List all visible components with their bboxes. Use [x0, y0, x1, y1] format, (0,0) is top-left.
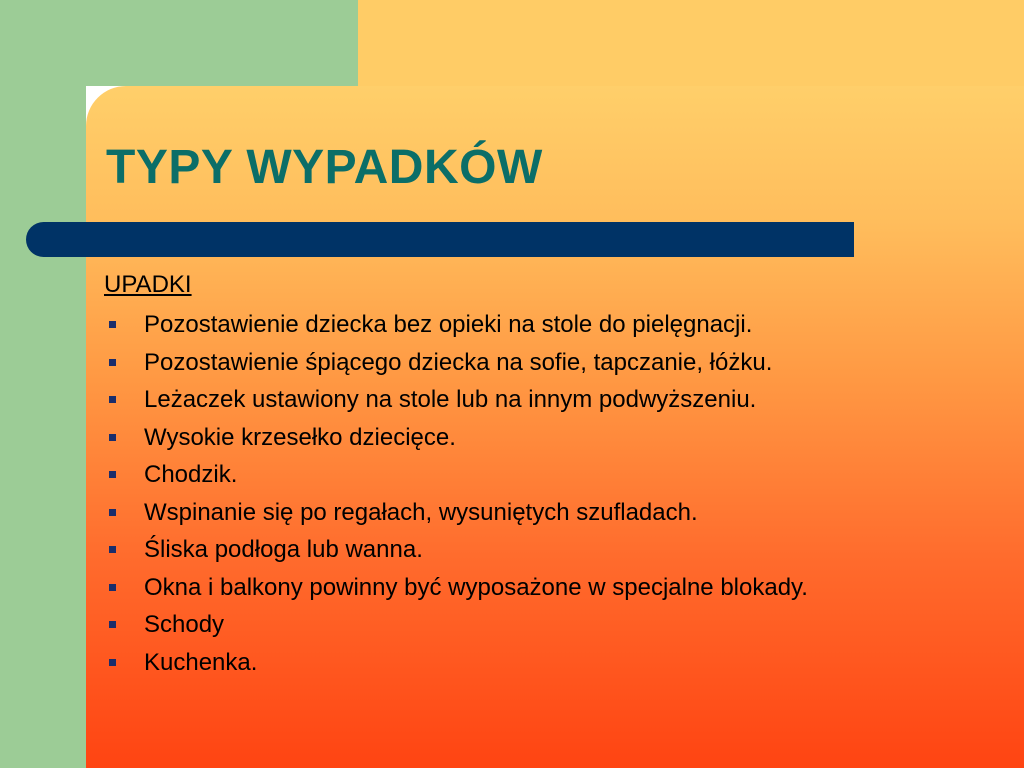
list-item-text: Śliska podłoga lub wanna. [144, 536, 423, 563]
square-bullet-icon [109, 396, 116, 403]
section-heading: UPADKI [104, 271, 192, 298]
square-bullet-icon [109, 471, 116, 478]
list-item-text: Chodzik. [144, 461, 238, 488]
list-item-text: Pozostawienie dziecka bez opieki na stole do pielęgnacji. [144, 311, 753, 338]
list-item-text: Schody [144, 611, 225, 638]
list-item-text: Pozostawienie śpiącego dziecka na sofie, tapczanie, łóżku. [144, 348, 773, 376]
list-item [104, 419, 984, 457]
list-item [104, 606, 984, 644]
square-bullet-icon [109, 584, 116, 591]
square-bullet-icon [109, 509, 116, 516]
square-bullet-icon [109, 321, 116, 328]
list-item [104, 306, 984, 344]
slide-title: TYPY WYPADKÓW [106, 141, 543, 194]
list-item-text: Okna i balkony powinny być wyposażone w specjalne blokady. [144, 573, 808, 601]
list-item [104, 569, 984, 607]
square-bullet-icon [109, 546, 116, 553]
list-item [104, 381, 984, 419]
list-item [104, 531, 984, 569]
square-bullet-icon [109, 659, 116, 666]
list-item [104, 644, 984, 682]
bullet-list [104, 306, 984, 681]
title-underline-bar [26, 222, 854, 257]
list-item-text: Wysokie krzesełko dziecięce. [144, 423, 456, 451]
background-left-green-strip [0, 0, 86, 768]
list-item-text: Kuchenka. [144, 648, 258, 676]
list-item [104, 494, 984, 532]
square-bullet-icon [109, 621, 116, 628]
list-item-text: Wspinanie się po regałach, wysuniętych szufladach. [144, 498, 698, 526]
list-item [104, 344, 984, 382]
square-bullet-icon [109, 434, 116, 441]
square-bullet-icon [109, 359, 116, 366]
background-top-yellow-panel [358, 0, 1024, 86]
list-item-text: Leżaczek ustawiony na stole lub na innym podwyższeniu. [144, 386, 757, 413]
list-item [104, 456, 984, 494]
slide-content [104, 268, 984, 681]
